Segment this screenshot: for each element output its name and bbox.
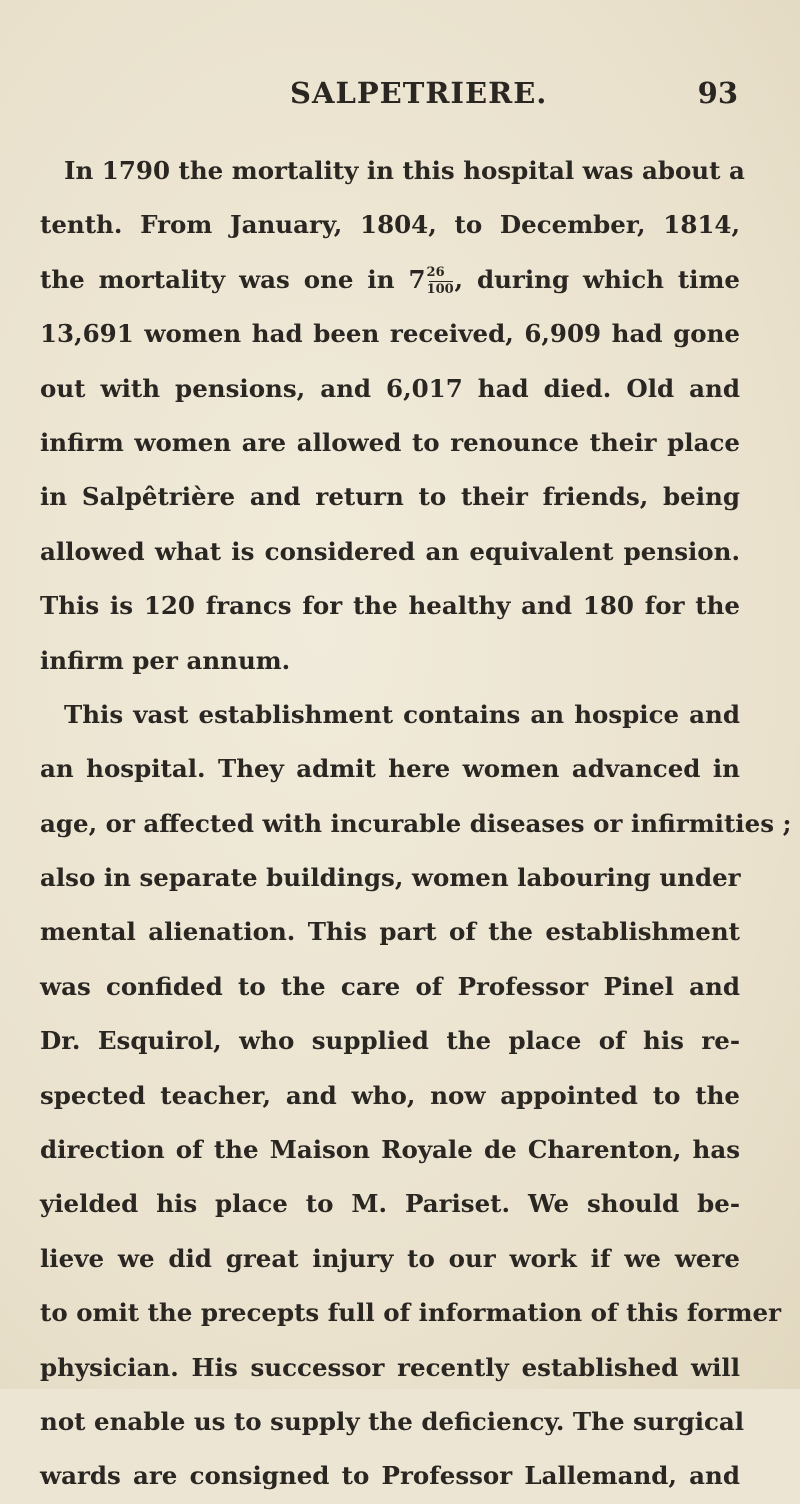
text-line: This vast establishment contains an hospice and (64, 699, 740, 729)
text-line: mental alienation. This part of the establishment (40, 917, 740, 947)
text-line: to omit the precepts full of information of this former (40, 1298, 782, 1328)
text-line: 13,691 women had been received, 6,909 had gone (40, 319, 740, 349)
text-segment: the mortality was one in 7 (40, 264, 426, 294)
text-line: lieve we did great injury to our work if we were (40, 1243, 740, 1273)
text-line: an hospital. They admit here women advanced in (40, 754, 740, 784)
text-line: not enable us to supply the deficiency. The surgical (40, 1406, 745, 1436)
text-line (40, 253, 740, 307)
text-line: wards are consigned to Professor Lallemand, and (40, 1461, 740, 1491)
page-header (40, 76, 760, 126)
running-title: SALPETRIERE. (290, 76, 548, 110)
text-segment: , during which time (454, 264, 740, 294)
fraction-numerator: 26 (426, 265, 445, 281)
fraction-denominator: 100 (426, 282, 454, 298)
text-line: was confided to the care of Professor Pinel and (40, 971, 740, 1001)
text-line: also in separate buildings, women labouring under (40, 863, 741, 893)
text-line: In 1790 the mortality in this hospital was about a (64, 156, 745, 185)
text-line: This is 120 francs for the healthy and 180 for the (40, 591, 740, 621)
text-line: in Salpêtrière and return to their friends, being (40, 482, 740, 512)
text-line: allowed what is considered an equivalent pension. (40, 536, 740, 566)
text-line: out with pensions, and 6,017 had died. Old and (40, 373, 740, 403)
page-number: 93 (697, 76, 738, 110)
text-line: Dr. Esquirol, who supplied the place of his re- (40, 1026, 740, 1056)
text-line: infirm per annum. (40, 645, 291, 675)
body-text (40, 144, 792, 1504)
text-line: yielded his place to M. Pariset. We should be- (40, 1189, 740, 1219)
text-line: physician. His successor recently established will (40, 1352, 740, 1382)
text-line: age, or affected with incurable diseases or infirmities ; (40, 808, 792, 838)
text-line: spected teacher, and who, now appointed to the (40, 1080, 740, 1110)
fraction (427, 266, 455, 296)
text-line: tenth. From January, 1804, to December, 1814, (40, 210, 740, 240)
text-line: infirm women are allowed to renounce their place (40, 427, 740, 457)
text-line: direction of the Maison Royale de Charenton, has (40, 1135, 740, 1165)
